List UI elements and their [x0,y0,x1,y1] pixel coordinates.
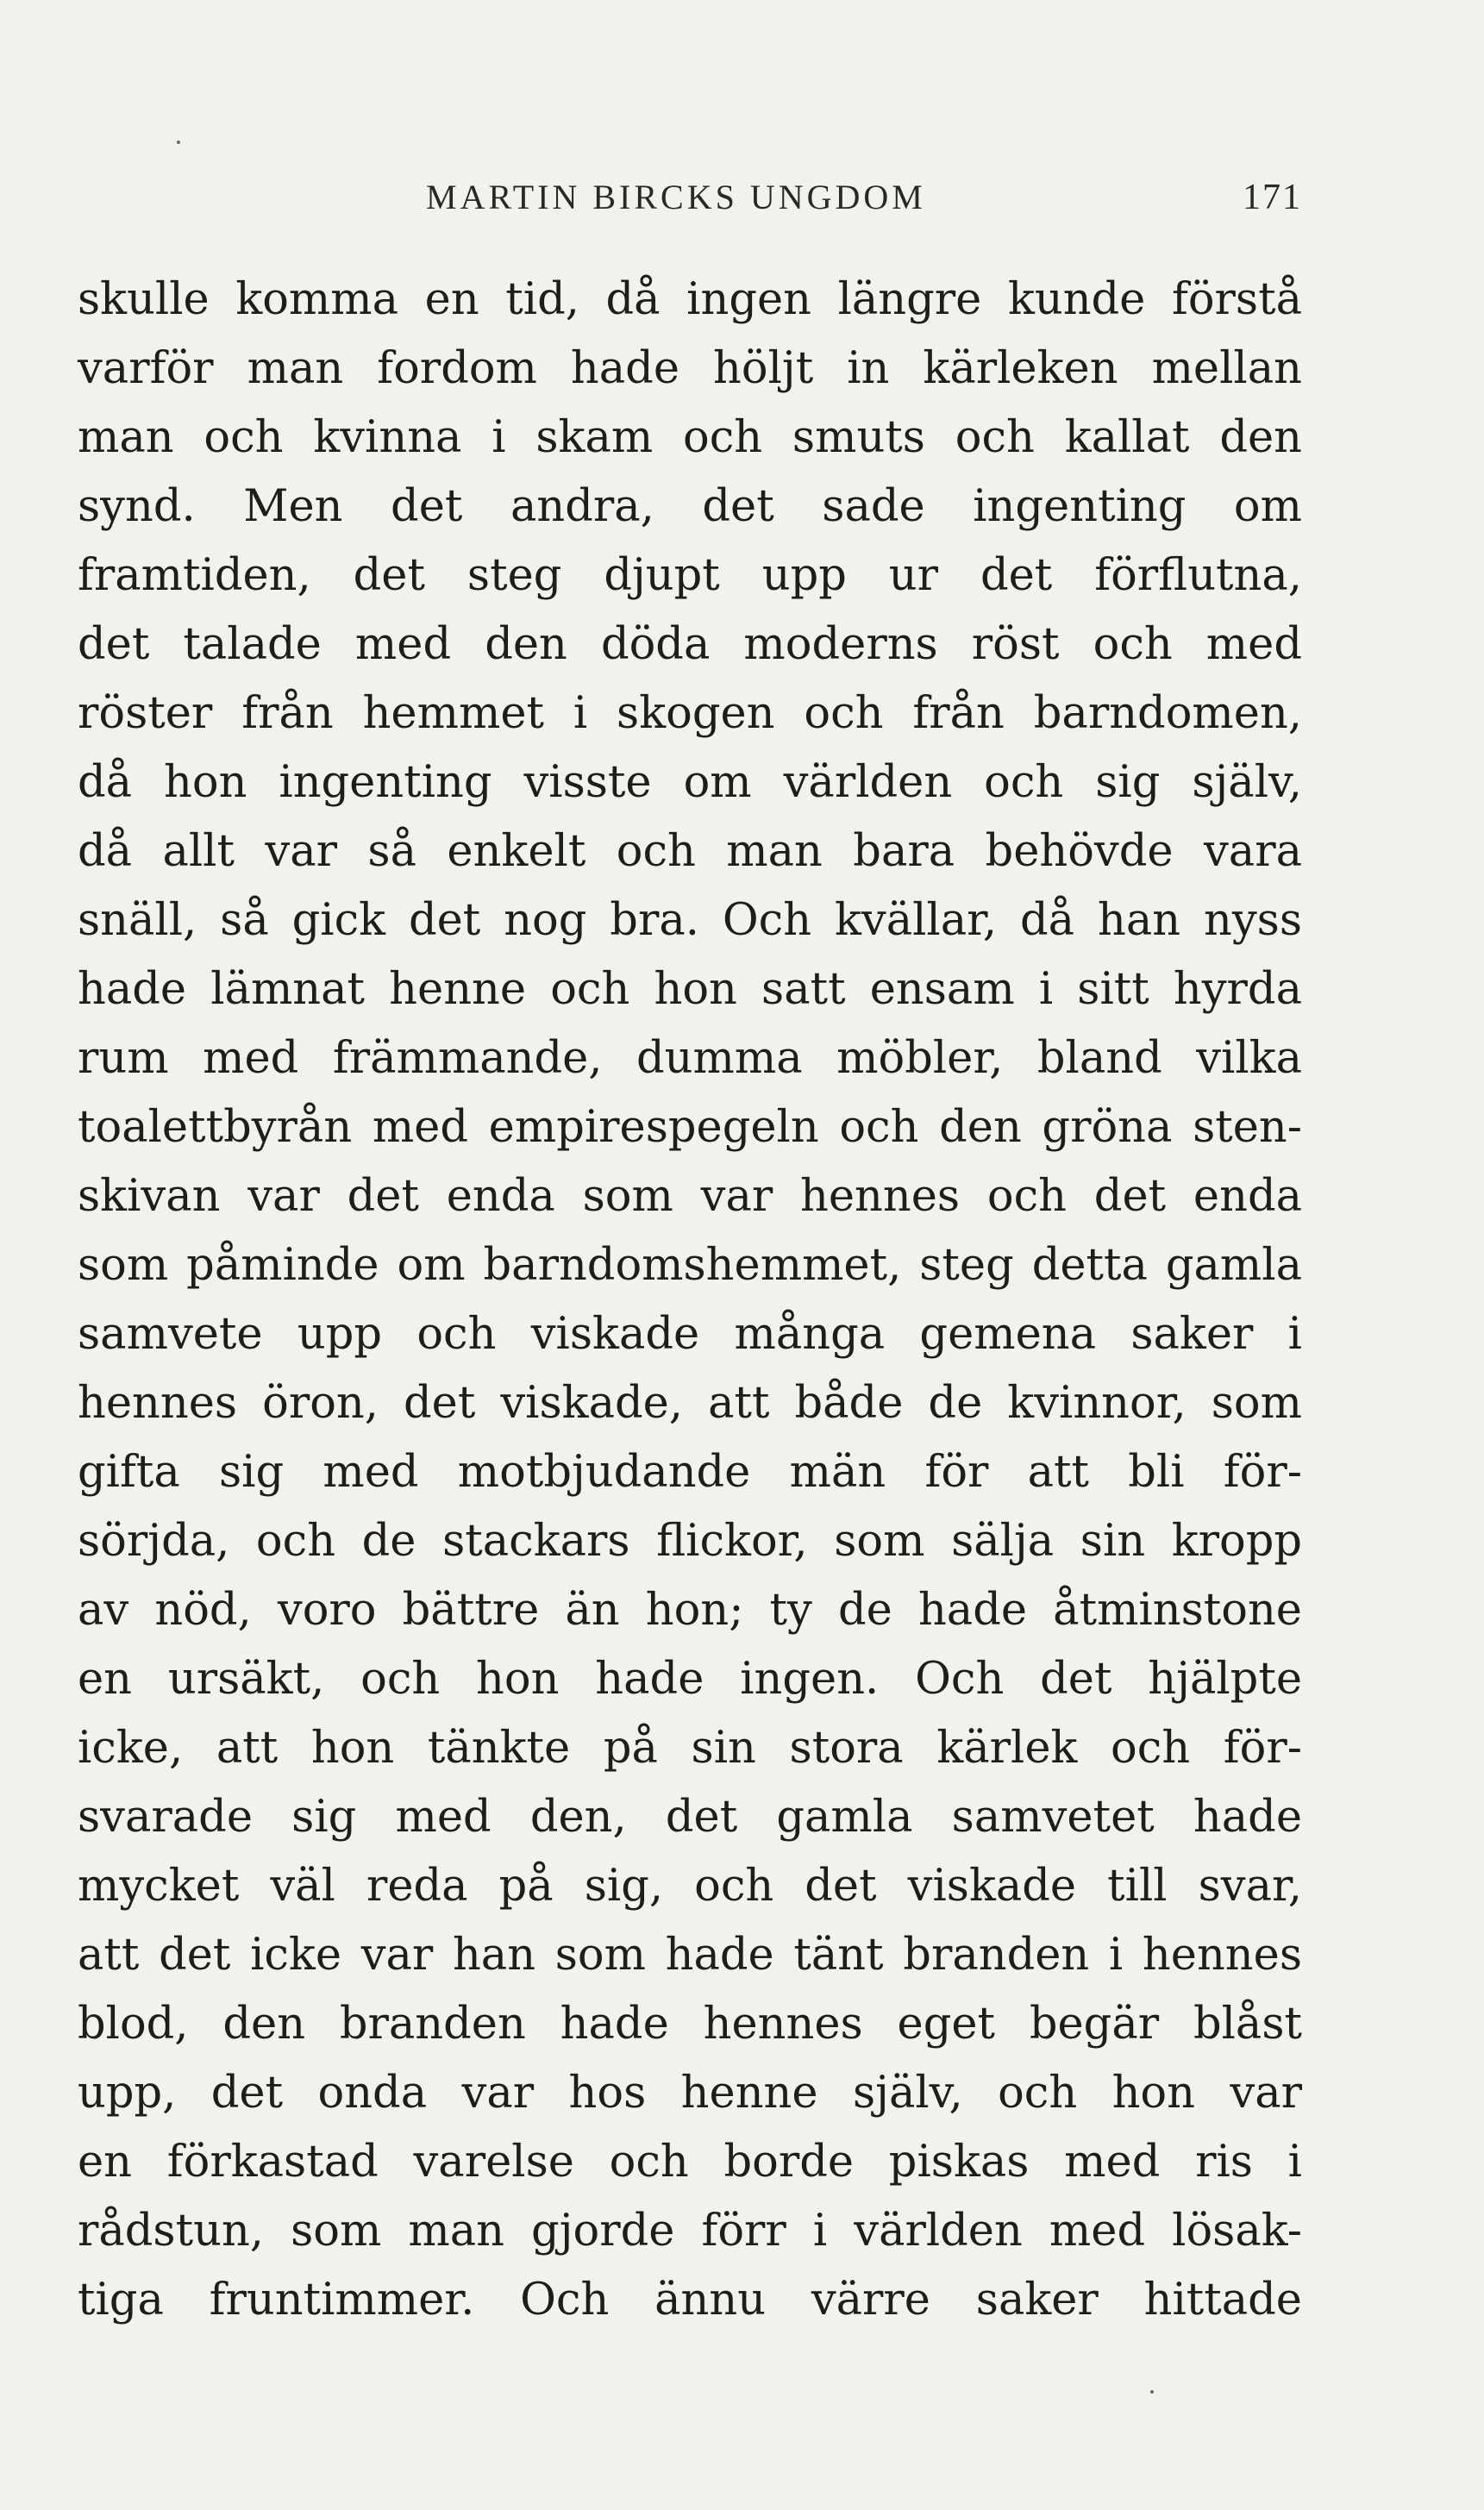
text-line: sörjda, och de stackars flickor, som sälja sin kropp [78,1516,1302,1567]
text-line: snäll, så gick det nog bra. Och kvällar, då han nyss [78,895,1302,946]
text-line: upp, det onda var hos henne själv, och hon var [78,2068,1302,2119]
text-line: hennes öron, det viskade, att både de kvinnor, som [78,1378,1302,1429]
text-line: som påminde om barndomshemmet, steg detta gamla [78,1240,1302,1291]
paper-speck [177,141,180,144]
text-line: toalettbyrån med empirespegeln och den gröna sten- [78,1102,1302,1153]
text-line: framtiden, det steg djupt upp ur det förflutna, [78,550,1302,601]
text-line: av nöd, voro bättre än hon; ty de hade åtminstone [78,1585,1302,1636]
text-line: hade lämnat henne och hon satt ensam i sitt hyrda [78,964,1302,1015]
text-line: tiga fruntimmer. Och ännu värre saker hittade [78,2275,1302,2325]
text-line: man och kvinna i skam och smuts och kallat den [78,412,1302,463]
text-line: skivan var det enda som var hennes och det enda [78,1171,1302,1222]
text-line: då hon ingenting visste om världen och sig själv, [78,757,1302,808]
text-line: rådstun, som man gjorde förr i världen med lösak- [78,2206,1302,2256]
text-line: blod, den branden hade hennes eget begär blåst [78,1999,1302,2050]
text-line: det talade med den döda moderns röst och med [78,619,1302,670]
paper-speck [1150,2390,1154,2394]
text-line: varför man fordom hade höljt in kärleken mellan [78,343,1302,394]
text-line: skulle komma en tid, då ingen längre kunde förstå [78,274,1302,325]
text-line: icke, att hon tänkte på sin stora kärlek och för- [78,1723,1302,1774]
page-number: 171 [1243,178,1302,217]
running-head-title: MARTIN BIRCKS UNGDOM [426,178,926,216]
body-text [78,266,1302,2335]
text-line: samvete upp och viskade många gemena saker i [78,1309,1302,1360]
running-head [78,177,1302,228]
text-line: gifta sig med motbjudande män för att bli för- [78,1447,1302,1498]
text-line: en förkastad varelse och borde piskas med ris i [78,2137,1302,2188]
text-line: röster från hemmet i skogen och från barndomen, [78,688,1302,739]
text-line: att det icke var han som hade tänt branden i hennes [78,1930,1302,1981]
text-line: svarade sig med den, det gamla samvetet hade [78,1792,1302,1843]
text-line: då allt var så enkelt och man bara behövde vara [78,826,1302,877]
text-line: mycket väl reda på sig, och det viskade till svar, [78,1861,1302,1912]
text-line: rum med främmande, dumma möbler, bland vilka [78,1033,1302,1084]
text-line: synd. Men det andra, det sade ingenting om [78,481,1302,532]
text-line: en ursäkt, och hon hade ingen. Och det hjälpte [78,1654,1302,1705]
